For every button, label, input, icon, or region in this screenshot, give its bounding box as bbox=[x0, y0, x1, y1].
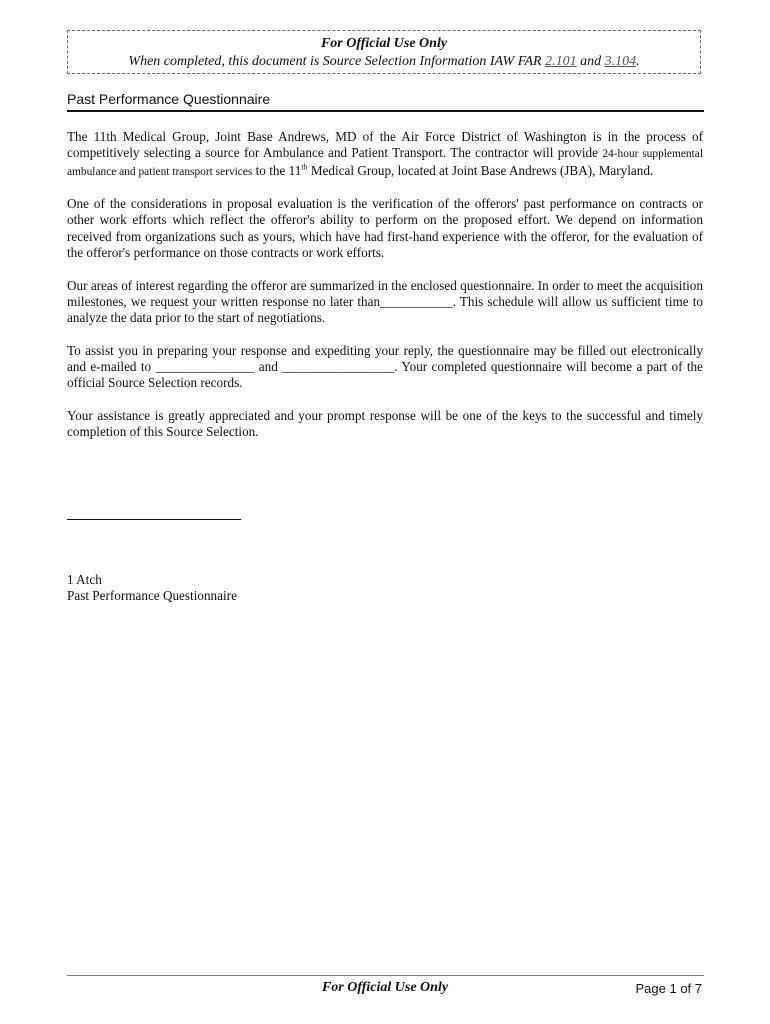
page-number: Page 1 of 7 bbox=[635, 981, 702, 996]
far-2101-link[interactable]: 2.101 bbox=[545, 54, 577, 69]
footer-official-use: For Official Use Only bbox=[321, 980, 449, 995]
banner-and: and bbox=[576, 54, 605, 69]
intro-text-c: Medical Group, located at Joint Base Andrews (JBA), Maryland. bbox=[307, 162, 654, 178]
paragraph-evaluation: One of the considerations in proposal evaluation is the verification of the offerors' past performance on contracts or other work efforts which reflect the offeror's ability to perform on the proposed effort. We depend on information received from organizations such as yours, which have had first-hand experience with the offeror, for the evaluation of the offeror's performance on those contracts or work efforts. bbox=[67, 196, 703, 261]
paragraph-closing: Your assistance is greatly appreciated and your prompt response will be one of the keys to the successful and timely completion of this Source Selection. bbox=[67, 408, 703, 440]
intro-services-text: 24-hour supplemental ambulance and patient transport services bbox=[67, 148, 703, 178]
paragraph-email: To assist you in preparing your response and expediting your reply, the questionnaire may be filled out electronically and e-mailed to _______________ and _________________. Your completed questionnaire will become a part of the official Source Selection records. bbox=[67, 342, 703, 391]
intro-ordinal-sup: th bbox=[301, 162, 308, 172]
attachment-name: Past Performance Questionnaire bbox=[67, 588, 237, 604]
far-3104-link[interactable]: 3.104 bbox=[604, 54, 637, 69]
banner-notice-text: When completed, this document is Source Selection Information IAW FAR bbox=[128, 54, 546, 69]
intro-text-a: The 11th Medical Group, Joint Base Andrews, MD of the Air Force District of Washington is in the process of competitively selecting a source for Ambulance and Patient Transport. The contractor will provide bbox=[67, 129, 703, 161]
page-title: Past Performance Questionnaire bbox=[67, 90, 704, 112]
signature-line bbox=[67, 519, 241, 520]
banner-period: . bbox=[636, 54, 640, 69]
attachment-count: 1 Atch bbox=[67, 572, 102, 587]
attachment-block bbox=[67, 572, 237, 605]
letter-body bbox=[67, 129, 703, 457]
official-use-banner bbox=[67, 30, 701, 74]
paragraph-milestones: Our areas of interest regarding the offeror are summarized in the enclosed questionnaire. In order to meet the acquisition milestones, we request your written response no later than___________. This schedule will allow us sufficient time to analyze the data prior to the start of negotiations. bbox=[67, 277, 703, 326]
footer-divider bbox=[67, 975, 704, 976]
intro-text-b: to the 11 bbox=[252, 162, 302, 178]
paragraph-intro bbox=[67, 129, 703, 180]
banner-notice bbox=[68, 53, 700, 71]
banner-title: For Official Use Only bbox=[320, 36, 448, 51]
